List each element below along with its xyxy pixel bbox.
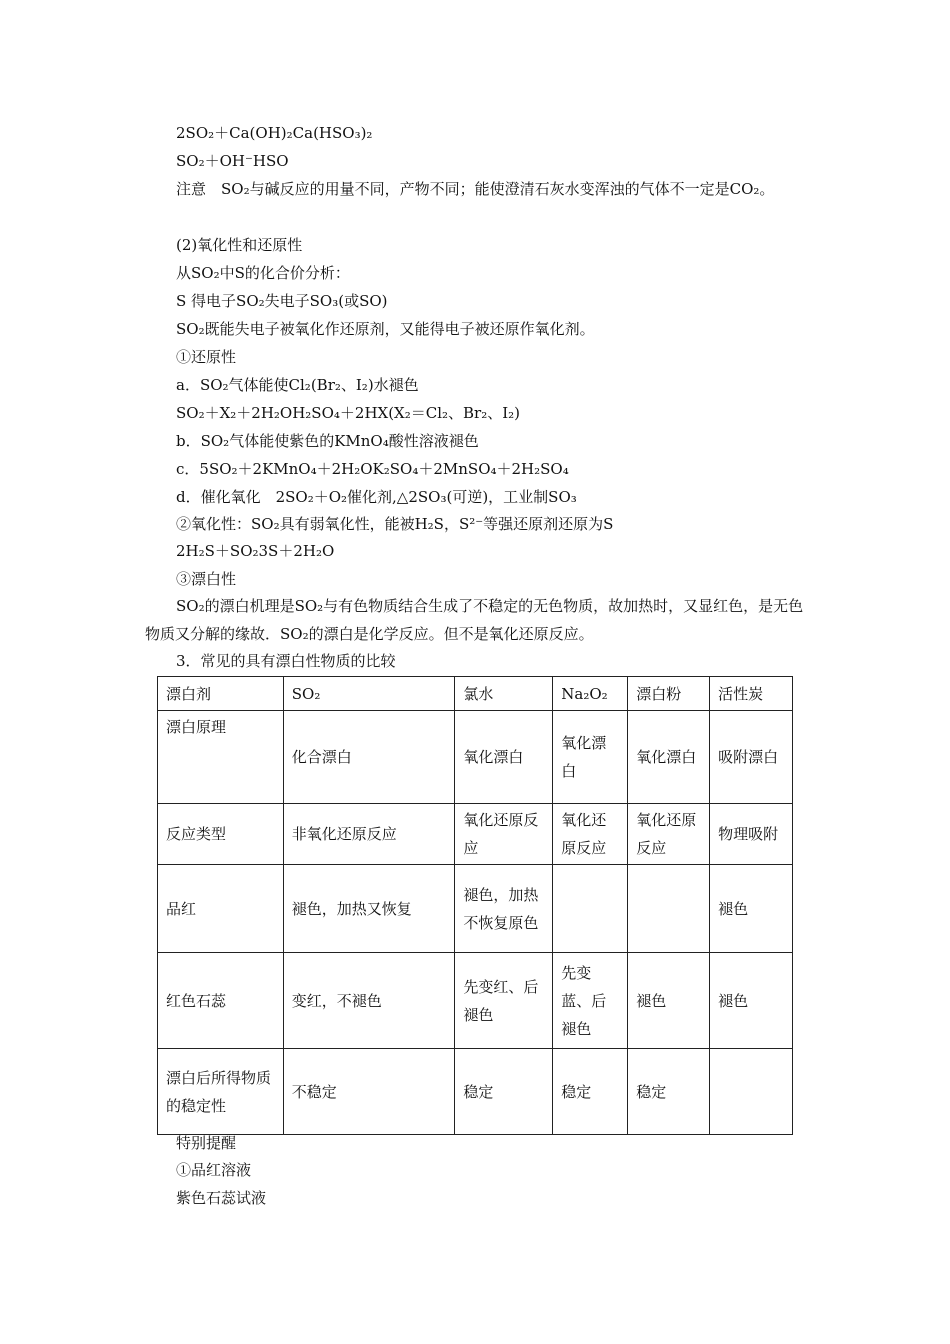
text-line: SO₂既能失电子被氧化作还原剂，又能得电子被还原作氧化剂。 <box>176 320 595 338</box>
equation-line: 2H₂S＋SO₂3S＋2H₂O <box>176 542 335 560</box>
equation-line: c．5SO₂＋2KMnO₄＋2H₂OK₂SO₄＋2MnSO₄＋2H₂SO₄ <box>176 460 569 478</box>
table-cell: 先变红、后褪色 <box>455 953 553 1049</box>
text-line: b．SO₂气体能使紫色的KMnO₄酸性溶液褪色 <box>176 432 479 450</box>
table-cell: 氧化漂白 <box>553 711 628 804</box>
table-cell: 褪色 <box>710 953 793 1049</box>
table-row <box>158 804 793 865</box>
table-cell: 褪色，加热不恢复原色 <box>455 865 553 953</box>
tip-heading: 特别提醒 <box>176 1134 237 1152</box>
table-cell: 褪色 <box>710 865 793 953</box>
table-cell: SO₂ <box>283 677 455 711</box>
table-row <box>158 865 793 953</box>
table-row <box>158 953 793 1049</box>
table-cell: 变红，不褪色 <box>283 953 455 1049</box>
comparison-table <box>157 676 793 1135</box>
text-line: S 得电子SO₂失电子SO₃(或SO) <box>176 292 388 310</box>
section-heading: 3．常见的具有漂白性物质的比较 <box>176 652 396 670</box>
table-cell: 氧化还原反应 <box>455 804 553 865</box>
table-cell: 稳定 <box>553 1049 628 1135</box>
table-cell: 物理吸附 <box>710 804 793 865</box>
table-row <box>158 1049 793 1135</box>
text-line: 紫色石蕊试液 <box>176 1189 267 1207</box>
table-cell: 稳定 <box>628 1049 710 1135</box>
text-line: d．催化氧化 2SO₂＋O₂催化剂,△2SO₃(可逆)，工业制SO₃ <box>176 488 577 506</box>
equation-line: SO₂＋OH⁻HSO <box>176 152 289 170</box>
table-cell: 化合漂白 <box>283 711 455 804</box>
text-line: ②氧化性：SO₂具有弱氧化性，能被H₂S，S²⁻等强还原剂还原为S <box>176 515 614 533</box>
text-line: 从SO₂中S的化合价分析： <box>176 264 350 282</box>
section-heading: (2)氧化性和还原性 <box>176 236 303 254</box>
table-cell: Na₂O₂ <box>553 677 628 711</box>
table-cell: 氧化还原反应 <box>628 804 710 865</box>
subsection-heading: ③漂白性 <box>176 570 237 588</box>
table-cell: 活性炭 <box>710 677 793 711</box>
table-cell: 褪色，加热又恢复 <box>283 865 455 953</box>
table-cell: 吸附漂白 <box>710 711 793 804</box>
table-cell: 非氧化还原反应 <box>283 804 455 865</box>
table-cell: 漂白后所得物质的稳定性 <box>158 1049 284 1135</box>
table-cell: 稳定 <box>455 1049 553 1135</box>
subsection-heading: ①还原性 <box>176 348 237 366</box>
text-line: ①品红溶液 <box>176 1161 252 1179</box>
table-cell <box>628 865 710 953</box>
table-cell: 漂白粉 <box>628 677 710 711</box>
table-cell: 漂白原理 <box>158 711 284 804</box>
table-cell: 氧化漂白 <box>455 711 553 804</box>
table-cell: 氧化还原反应 <box>553 804 628 865</box>
table-cell <box>553 865 628 953</box>
equation-line: SO₂＋X₂＋2H₂OH₂SO₄＋2HX(X₂＝Cl₂、Br₂、I₂) <box>176 404 521 422</box>
table-cell: 漂白剂 <box>158 677 284 711</box>
table-cell: 氧化漂白 <box>628 711 710 804</box>
table-cell <box>710 1049 793 1135</box>
note-paragraph: 注意 SO₂与碱反应的用量不同，产物不同；能使澄清石灰水变浑浊的气体不一定是CO₂。 <box>176 180 775 198</box>
table-cell: 红色石蕊 <box>158 953 284 1049</box>
equation-line: 2SO₂＋Ca(OH)₂Ca(HSO₃)₂ <box>176 124 373 142</box>
table-row <box>158 711 793 804</box>
text-paragraph: SO₂的漂白机理是SO₂与有色物质结合生成了不稳定的无色物质，故加热时，又显红色，是无色物质又分解的缘故．SO₂的漂白是化学反应。但不是氧化还原反应。 <box>145 597 804 643</box>
table-cell: 品红 <box>158 865 284 953</box>
table-cell: 反应类型 <box>158 804 284 865</box>
table-cell: 先变蓝、后褪色 <box>553 953 628 1049</box>
table-row <box>158 677 793 711</box>
table-cell: 氯水 <box>455 677 553 711</box>
table-cell: 不稳定 <box>283 1049 455 1135</box>
table-cell: 褪色 <box>628 953 710 1049</box>
text-line: a．SO₂气体能使Cl₂(Br₂、I₂)水褪色 <box>176 376 419 394</box>
